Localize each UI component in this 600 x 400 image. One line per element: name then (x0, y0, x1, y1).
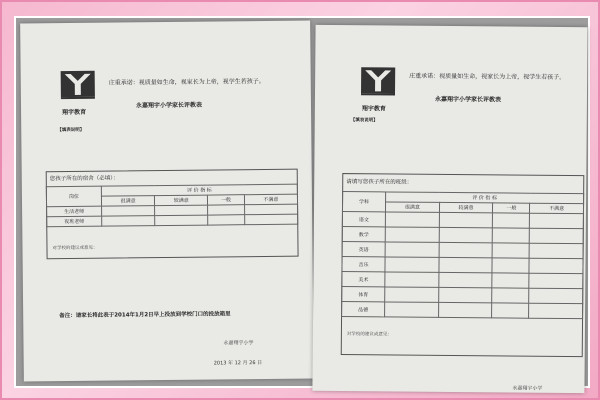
logo-text: 翔宇教育 (361, 105, 386, 113)
rating-very-satisfied: 很满意 (385, 202, 439, 212)
left-evaluation-form (20, 20, 314, 381)
rating-average: 一般 (493, 203, 530, 213)
subject-label: 语文 (342, 212, 385, 227)
position-header: 岗位 (46, 186, 101, 207)
rating-satisfied: 较满意 (439, 202, 493, 212)
rating-cell[interactable] (439, 227, 493, 242)
school-logo-icon (361, 67, 395, 101)
rating-satisfied: 较满意 (155, 195, 208, 206)
suggestion-label: 对学校的建议或意见： (52, 245, 98, 252)
rating-very-satisfied: 很满意 (101, 196, 154, 207)
rating-cell[interactable] (385, 272, 439, 287)
rating-cell[interactable] (385, 287, 439, 302)
school-signature: 永嘉翔宇小学 (512, 385, 543, 392)
intro-paragraph (351, 117, 573, 126)
rating-cell[interactable] (492, 273, 529, 288)
rating-cell[interactable] (385, 242, 439, 257)
submission-note: 备注：请家长将此表于2014年1月2日早上投放到学校门口的投放箱里 (59, 311, 231, 320)
rating-cell[interactable] (102, 206, 155, 217)
rating-cell[interactable] (439, 257, 493, 272)
rating-cell[interactable] (385, 302, 439, 317)
suggestion-label: 对学校的建议或意见： (346, 332, 392, 338)
logo-text: 翔宇教育 (62, 108, 87, 117)
row-label: 生活老师 (47, 206, 102, 217)
rating-cell[interactable] (208, 215, 245, 225)
rating-cell[interactable] (439, 242, 493, 257)
rating-cell[interactable] (529, 243, 583, 258)
rating-cell[interactable] (439, 212, 493, 227)
subject-header: 学科 (342, 192, 385, 212)
intro-paragraph (57, 125, 285, 134)
school-signature: 永嘉翔宇小学 (223, 340, 254, 347)
rating-unsatisfied: 不满意 (530, 203, 584, 213)
rating-cell[interactable] (385, 227, 439, 242)
right-evaluation-form (312, 25, 587, 393)
rating-group-header: 评 价 指 标 (386, 192, 584, 204)
subject-label: 英语 (342, 242, 385, 257)
rating-cell[interactable] (529, 258, 583, 273)
rating-cell[interactable] (530, 228, 584, 243)
rating-cell[interactable] (155, 205, 208, 216)
rating-cell[interactable] (438, 302, 492, 317)
rating-cell[interactable] (102, 216, 155, 227)
row-label: 夜班老师 (47, 216, 102, 227)
subject-label: 品德 (342, 302, 385, 317)
rating-cell[interactable] (385, 257, 439, 272)
rating-group-header: 评 价 指 标 (101, 184, 297, 196)
rating-cell[interactable] (385, 212, 439, 227)
rating-cell[interactable] (244, 204, 297, 215)
document-photo (14, 16, 590, 392)
rating-cell[interactable] (492, 288, 529, 303)
rating-cell[interactable] (492, 258, 529, 273)
class-question: 请填写您孩子所在的班级： (346, 179, 413, 186)
intro-label: 【填表说明】 (350, 118, 378, 124)
rating-cell[interactable] (155, 215, 208, 226)
rating-cell[interactable] (529, 303, 583, 318)
rating-cell[interactable] (492, 303, 529, 318)
school-logo-icon (61, 71, 95, 105)
rating-table (46, 184, 298, 228)
rating-average: 一般 (208, 195, 245, 205)
dorm-question: 您孩子所在的宿舍（必填）： (49, 175, 119, 183)
rating-cell[interactable] (244, 214, 297, 225)
rating-cell[interactable] (530, 213, 584, 228)
subject-label: 美术 (342, 272, 385, 287)
intro-label: 【填表说明】 (57, 127, 85, 134)
form-title: 永嘉翔宇小学家长评教表 (135, 101, 203, 110)
rating-table (341, 191, 584, 319)
subject-label: 体育 (342, 287, 385, 302)
rating-cell[interactable] (493, 228, 530, 243)
form-title: 永嘉翔宇小学家长评教表 (434, 95, 501, 104)
pledge-text: 庄重承诺：视质量如生命，视家长为上帝，视学生若孩子。 (108, 77, 265, 87)
rating-cell[interactable] (208, 205, 245, 215)
rating-cell[interactable] (438, 287, 492, 302)
subject-label: 数学 (342, 227, 385, 242)
rating-unsatisfied: 不满意 (244, 194, 297, 205)
form-date: 2013 年 12 月 26 日 (213, 360, 263, 367)
rating-cell[interactable] (493, 213, 530, 228)
rating-cell[interactable] (439, 272, 493, 287)
pledge-text: 庄重承诺：视质量如生命，视家长为上帝，视学生若孩子。 (409, 72, 566, 81)
rating-cell[interactable] (492, 243, 529, 258)
rating-cell[interactable] (529, 273, 583, 288)
subject-label: 音乐 (342, 257, 385, 272)
rating-cell[interactable] (529, 288, 583, 303)
